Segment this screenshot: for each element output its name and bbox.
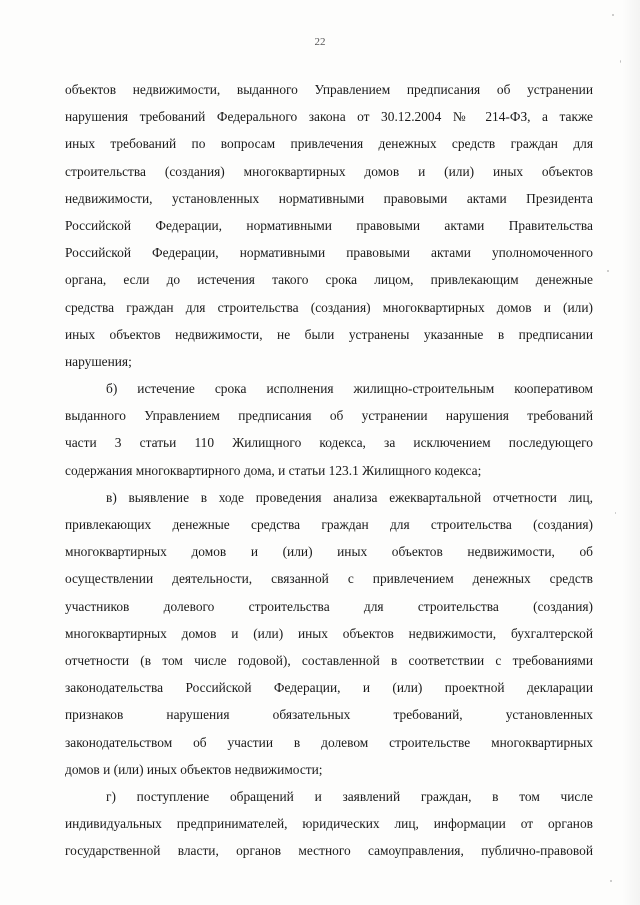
paragraph-item-g (65, 783, 593, 865)
text-line: признаков нарушения обязательных требований, установленных (65, 707, 593, 723)
text-line: многоквартирных домов и (или) иных объектов недвижимости, об (65, 544, 593, 560)
text-line: нарушения требований Федерального закона от 30.12.2004 № 214-ФЗ, а также (65, 109, 593, 125)
text-line: части 3 статьи 110 Жилищного кодекса, за исключением последующего (65, 435, 593, 451)
text-line: осуществлении деятельности, связанной с привлечением денежных средств (65, 571, 593, 587)
text-line: Российской Федерации, нормативными правовыми актами уполномоченного (65, 245, 593, 261)
text-line: отчетности (в том числе годовой), составленной в соответствии с требованиями (65, 652, 593, 668)
text-line: привлекающих денежные средства граждан для строительства (создания) (65, 517, 593, 532)
text-line: домов и (или) иных объектов недвижимости; (65, 761, 323, 777)
paragraph-item-b (65, 375, 593, 484)
text-line: иных требований по вопросам привлечения денежных средств граждан для (65, 136, 593, 152)
scan-speck (607, 270, 609, 272)
paragraph-item-v (65, 484, 593, 783)
scan-speck (610, 880, 612, 882)
text-line: индивидуальных предпринимателей, юридических лиц, информации от органов (65, 816, 593, 832)
text-line: Российской Федерации, нормативными правовыми актами Правительства (65, 217, 593, 233)
text-line: законодательством об участии в долевом строительстве многоквартирных (65, 734, 593, 750)
text-line: объектов недвижимости, выданного Управлением предписания об устранении (65, 82, 593, 97)
paragraph-continuation (65, 76, 593, 375)
text-line: законодательства Российской Федерации, и (или) проектной декларации (65, 680, 593, 696)
text-line: содержания многоквартирного дома, и статьи 123.1 Жилищного кодекса; (65, 462, 482, 478)
text-line: органа, если до истечения такого срока лицом, привлекающим денежные (65, 272, 593, 288)
page-number: 22 (314, 36, 326, 48)
body-text (65, 76, 593, 864)
text-line: строительства (создания) многоквартирных домов и (или) иных объектов (65, 163, 593, 179)
text-line: б) истечение срока исполнения жилищно-строительным кооперативом (106, 381, 593, 397)
text-line: нарушения; (65, 353, 132, 369)
scan-speck (620, 60, 621, 63)
text-line: г) поступление обращений и заявлений граждан, в том числе (106, 788, 593, 804)
scan-edge-shadow (622, 0, 640, 905)
text-line: участников долевого строительства для строительства (создания) (65, 598, 593, 614)
text-line: многоквартирных домов и (или) иных объектов недвижимости, бухгалтерской (65, 625, 593, 641)
text-line: в) выявление в ходе проведения анализа ежеквартальной отчетности лиц, (106, 489, 593, 505)
text-line: недвижимости, установленных нормативными правовыми актами Президента (65, 190, 593, 206)
text-line: средства граждан для строительства (создания) многоквартирных домов и (или) (65, 299, 593, 315)
scan-speck (612, 14, 614, 16)
scan-speck (615, 512, 616, 514)
text-line: иных объектов недвижимости, не были устранены указанные в предписании (65, 326, 593, 342)
text-line: выданного Управлением предписания об устранении нарушения требований (65, 408, 593, 424)
text-line: государственной власти, органов местного самоуправления, публично-правовой (65, 843, 593, 859)
